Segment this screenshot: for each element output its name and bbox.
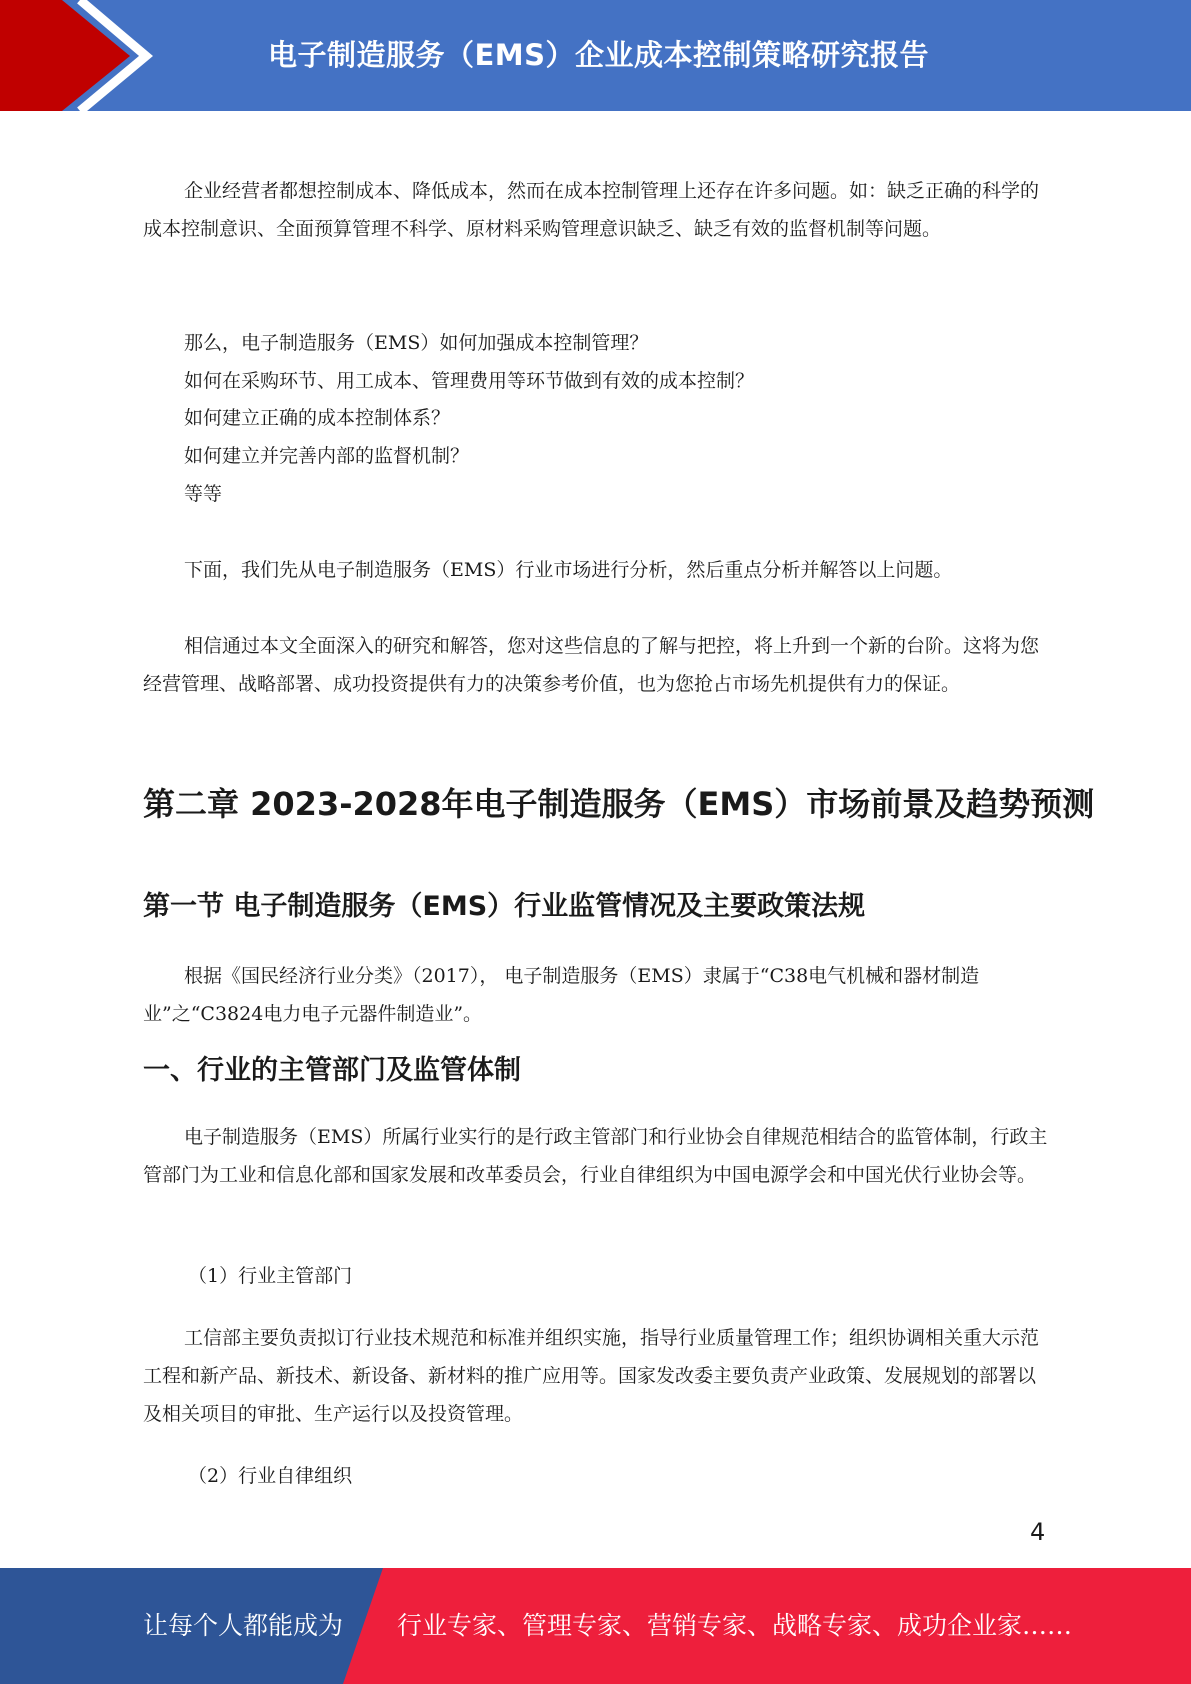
intro-paragraph: 企业经营者都想控制成本、降低成本，然而在成本控制管理上还存在许多问题。如：缺乏正确的科学的成本控制意识、全面预算管理不科学、原材料采购管理意识缺乏、缺乏有效的监督机制等问题。 (143, 180, 1040, 240)
classification-paragraph: 根据《国民经济行业分类》（2017）， 电子制造服务（EMS）隶属于“C38电气机械和器材制造业”之“C3824电力电子元器件制造业”。 (143, 965, 980, 1025)
question-line: 如何建立并完善内部的监督机制？ (184, 445, 470, 467)
question-line: 如何建立正确的成本控制体系？ (184, 407, 451, 429)
question-line: 那么，电子制造服务（EMS）如何加强成本控制管理？ (184, 332, 649, 354)
page-footer (0, 1568, 1191, 1684)
item1-paragraph: 工信部主要负责拟订行业技术规范和标准并组织实施，指导行业质量管理工作；组织协调相关重大示范工程和新产品、新技术、新设备、新材料的推广应用等。国家发改委主要负责产业政策、发展规划的部署以及相关项目的审批、生产运行以及投资管理。 (143, 1327, 1040, 1425)
value-statement-paragraph: 相信通过本文全面深入的研究和解答，您对这些信息的了解与把控，将上升到一个新的台阶。这将为您经营管理、战略部署、成功投资提供有力的决策参考价值，也为您抢占市场先机提供有力的保证。 (143, 635, 1040, 695)
chapter-title: 第二章 2023-2028年电子制造服务（EMS）市场前景及趋势预测 (143, 785, 1095, 823)
footer-slogan-left: 让每个人都能成为 (143, 1611, 344, 1640)
item1-label: （1）行业主管部门 (188, 1265, 353, 1287)
subsection-title: 一、行业的主管部门及监管体制 (143, 1055, 521, 1086)
header-title: 电子制造服务（EMS）企业成本控制策略研究报告 (268, 38, 930, 72)
footer-slogan-right: 行业专家、管理专家、营销专家、战略专家、成功企业家…… (397, 1611, 1073, 1640)
page-number: 4 (1030, 1518, 1046, 1546)
question-line: 等等 (184, 483, 223, 505)
section-title: 第一节 电子制造服务（EMS）行业监管情况及主要政策法规 (143, 891, 866, 922)
page-header (0, 0, 1191, 111)
item2-label: （2）行业自律组织 (188, 1465, 353, 1487)
analysis-intro-paragraph: 下面，我们先从电子制造服务（EMS）行业市场进行分析，然后重点分析并解答以上问题。 (184, 559, 953, 581)
regulation-paragraph: 电子制造服务（EMS）所属行业实行的是行政主管部门和行业协会自律规范相结合的监管体制，行政主管部门为工业和信息化部和国家发展和改革委员会，行业自律组织为中国电源学会和中国光伏行业协会等。 (143, 1126, 1048, 1186)
question-line: 如何在采购环节、用工成本、管理费用等环节做到有效的成本控制？ (184, 370, 755, 392)
